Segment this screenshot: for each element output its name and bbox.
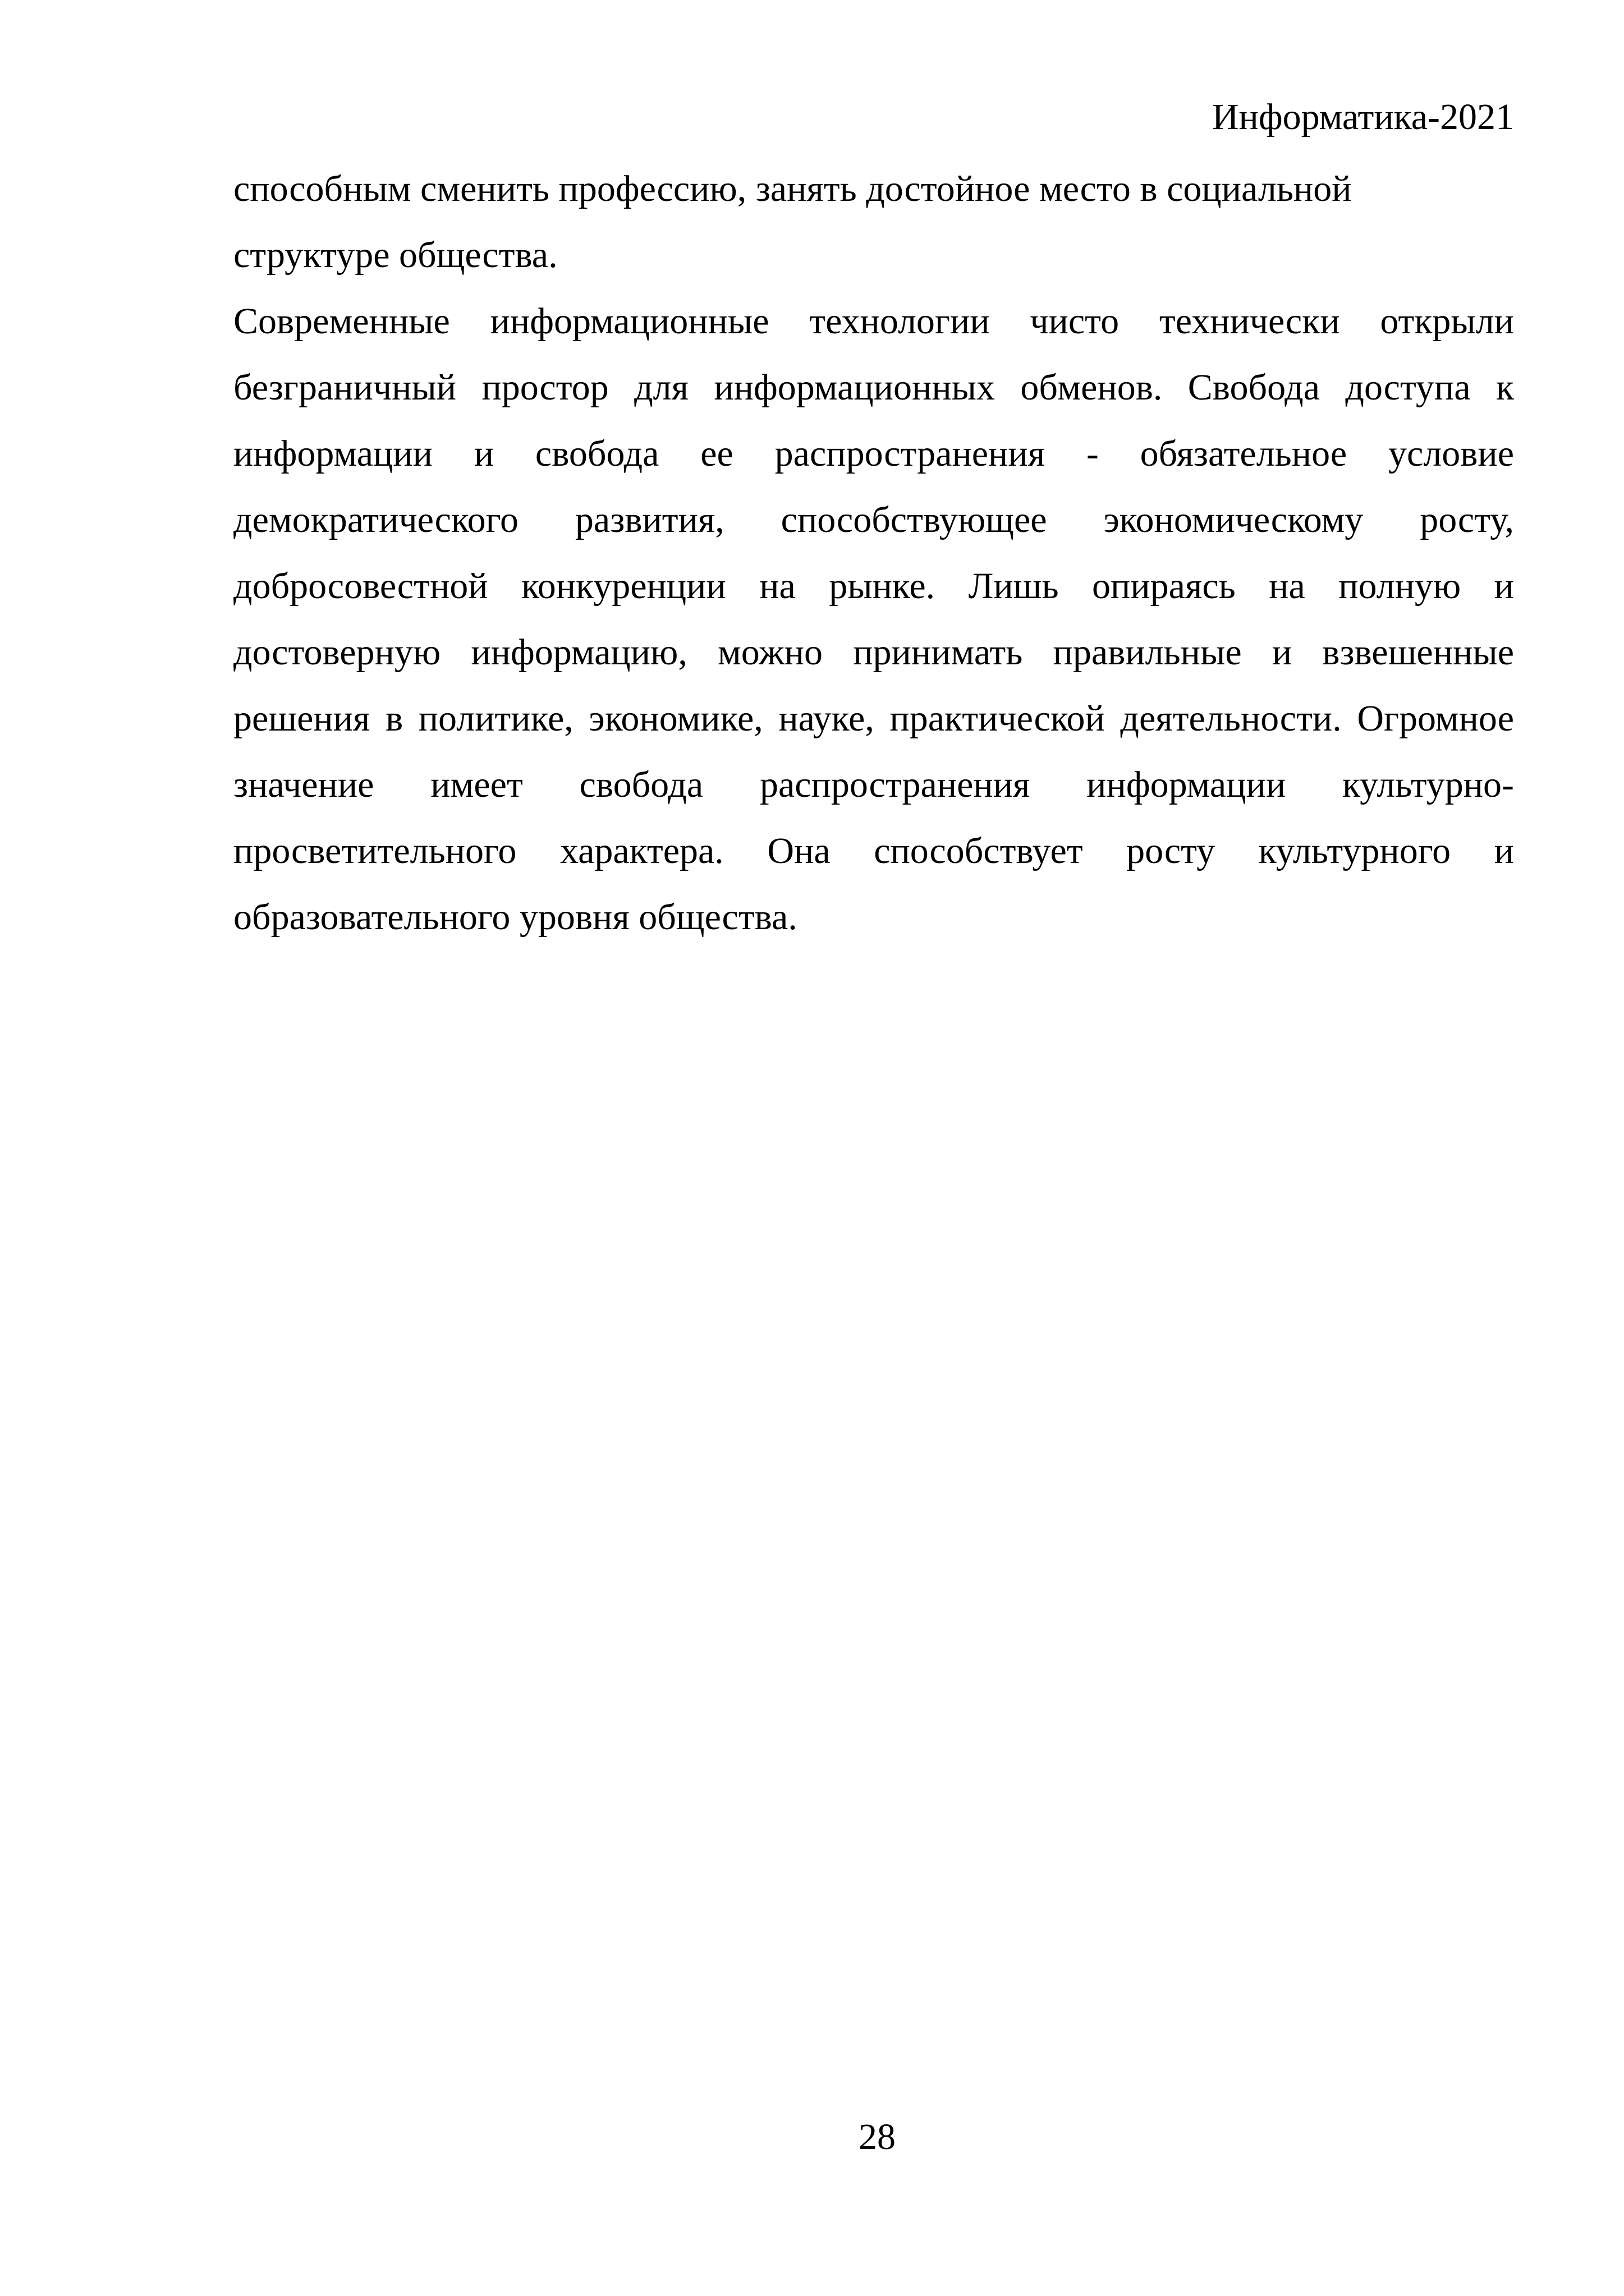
body-text: [233, 156, 1514, 950]
running-header-title: Информатика-2021: [1212, 97, 1514, 137]
paragraph: Современные информационные технологии чисто технически открыли безграничный простор для информационных обменов. Свобода доступа к информации и свобода ее распространения - обязательное условие демократического развития, способствующее экономическому росту, добросовестной конкуренции на рынке. Лишь опираясь на полную и достоверную информацию, можно принимать правильные и взвешенные решения в политике, экономике, науке, практической деятельности. Огромное значение имеет свобода распространения информации культурно-просветительного характера. Она способствует росту культурного и образовательного уровня общества.: [233, 301, 1514, 938]
page-number: 28: [859, 2116, 896, 2157]
paragraph-continued: способным сменить профессию, занять достойное место в социальной структуре общества.: [233, 168, 1352, 275]
